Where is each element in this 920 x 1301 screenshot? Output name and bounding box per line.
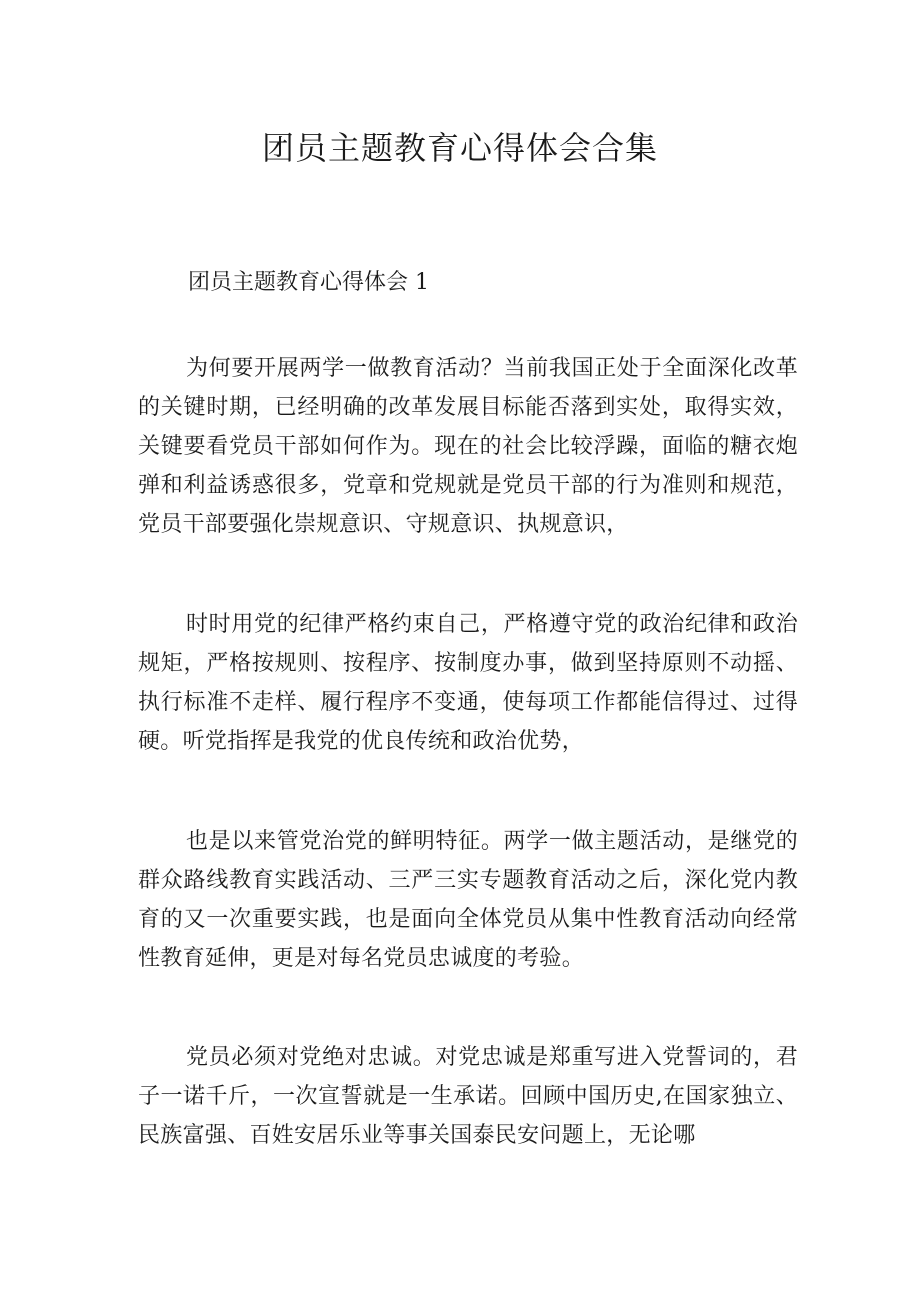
document-title: 团员主题教育心得体会合集	[261, 129, 658, 167]
paragraph-2: 时时用党的纪律严格约束自己，严格遵守党的政治纪律和政治规矩，严格按规则、按程序、按制度办事，做到坚持原则不动摇、执行标准不走样、履行程序不变通，使每项工作都能信得过、过得硬。听党指挥是我党的优良传统和政治优势，	[138, 612, 798, 754]
section-heading: 团员主题教育心得体会 1	[188, 270, 429, 295]
paragraph-3: 也是以来管党治党的鲜明特征。两学一做主题活动，是继党的群众路线教育实践活动、三严三实专题教育活动之后，深化党内教育的又一次重要实践，也是面向全体党员从集中性教育活动向经常性教育延伸，更是对每名党员忠诚度的考验。	[138, 829, 798, 971]
paragraph-1: 为何要开展两学一做教育活动？当前我国正处于全面深化改革的关键时期，已经明确的改革发展目标能否落到实处，取得实效，关键要看党员干部如何作为。现在的社会比较浮躁，面临的糖衣炮弹和利益诱惑很多，党章和党规就是党员干部的行为准则和规范，党员干部要强化崇规意识、守规意识、执规意识，	[138, 356, 798, 537]
paragraph-4: 党员必须对党绝对忠诚。对党忠诚是郑重写进入党誓词的，君子一诺千斤，一次宣誓就是一生承诺。回顾中国历史,在国家独立、民族富强、百姓安居乐业等事关国泰民安问题上，无论哪	[138, 1045, 798, 1148]
